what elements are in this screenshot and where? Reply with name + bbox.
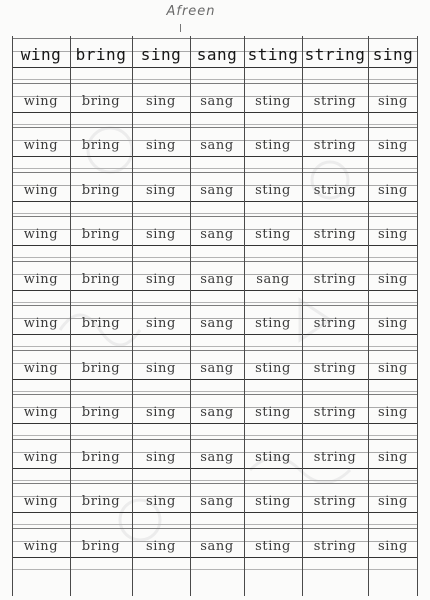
practice-word: sang	[200, 360, 234, 376]
practice-word: wing	[23, 138, 59, 153]
practice-word: sing	[378, 360, 408, 376]
ruled-line-top	[12, 172, 418, 173]
practice-word: bring	[81, 494, 121, 509]
model-word: bring	[75, 45, 127, 64]
practice-word: bring	[81, 93, 121, 109]
practice-word: bring	[81, 538, 121, 554]
practice-word: sting	[255, 93, 291, 109]
practice-word: bring	[81, 138, 121, 153]
author-mark	[180, 24, 181, 32]
practice-word: wing	[23, 405, 59, 420]
practice-word: sang	[256, 271, 290, 287]
practice-word: bring	[81, 316, 121, 331]
practice-word: sing	[146, 138, 176, 153]
ruled-line-top	[12, 38, 418, 39]
practice-row	[12, 437, 418, 481]
practice-row	[12, 526, 418, 570]
practice-word: string	[313, 138, 357, 153]
ruled-line-top	[12, 483, 418, 484]
practice-word: sang	[200, 93, 234, 109]
practice-word: bring	[81, 182, 121, 198]
practice-word: sang	[200, 138, 234, 153]
practice-word: sang	[200, 227, 234, 242]
practice-word: bring	[81, 449, 121, 465]
ruled-line-low	[12, 569, 418, 570]
column-divider	[417, 36, 418, 596]
practice-word: sing	[378, 182, 408, 198]
practice-word: sing	[378, 538, 408, 554]
practice-word: wing	[23, 271, 59, 287]
ruled-line-top	[12, 394, 418, 395]
practice-word: sting	[255, 227, 291, 242]
practice-word: sing	[146, 449, 176, 465]
practice-word: bring	[81, 360, 121, 376]
ruled-line-top	[12, 528, 418, 529]
practice-word: wing	[23, 494, 59, 509]
practice-word: sing	[378, 316, 408, 331]
practice-word: string	[313, 93, 357, 109]
practice-word: sting	[255, 138, 291, 153]
practice-word: wing	[23, 538, 59, 554]
practice-word: sing	[378, 93, 408, 109]
ruled-line-top	[12, 305, 418, 306]
practice-word: string	[313, 494, 357, 509]
practice-word: sing	[378, 271, 408, 287]
practice-word: sting	[255, 449, 291, 465]
practice-word: sting	[255, 494, 291, 509]
column-divider	[190, 36, 191, 596]
practice-word: sang	[200, 494, 234, 509]
column-divider	[368, 36, 369, 596]
practice-word: sing	[378, 227, 408, 242]
practice-word: sting	[255, 405, 291, 420]
practice-word: sang	[200, 182, 234, 198]
practice-word: sing	[146, 405, 176, 420]
practice-word: bring	[81, 227, 121, 242]
model-word: sing	[372, 45, 414, 64]
practice-word: string	[313, 182, 357, 198]
practice-word: bring	[81, 271, 121, 287]
practice-word: wing	[23, 316, 59, 331]
practice-word: sing	[146, 538, 176, 554]
model-word: string	[304, 45, 366, 64]
ruled-line-top	[12, 261, 418, 262]
model-word: sing	[140, 45, 182, 64]
ruled-line-top	[12, 439, 418, 440]
practice-row	[12, 170, 418, 214]
column-divider	[70, 36, 71, 596]
column-divider	[244, 36, 245, 596]
practice-word: sting	[255, 182, 291, 198]
practice-word: wing	[23, 182, 59, 198]
practice-word: sang	[200, 405, 234, 420]
practice-row	[12, 81, 418, 125]
column-divider	[132, 36, 133, 596]
practice-row	[12, 303, 418, 347]
practice-word: string	[313, 538, 357, 554]
author-name: Afreen	[166, 4, 216, 19]
model-word-row	[12, 36, 418, 80]
practice-word: wing	[23, 227, 59, 242]
practice-word: wing	[23, 93, 59, 109]
practice-word: sing	[146, 360, 176, 376]
column-divider	[12, 36, 13, 596]
practice-word: sting	[255, 360, 291, 376]
practice-word: sang	[200, 449, 234, 465]
practice-word: string	[313, 271, 357, 287]
model-word: sang	[196, 45, 238, 64]
practice-word: sang	[200, 271, 234, 287]
practice-word: sting	[255, 538, 291, 554]
ruled-line-top	[12, 83, 418, 84]
practice-row	[12, 348, 418, 392]
practice-row	[12, 214, 418, 258]
practice-row	[12, 481, 418, 525]
practice-word: sing	[146, 227, 176, 242]
practice-word: sing	[146, 271, 176, 287]
practice-word: string	[313, 316, 357, 331]
practice-word: sing	[378, 138, 408, 153]
practice-word: sing	[378, 405, 408, 420]
practice-word: string	[313, 360, 357, 376]
practice-word: sang	[200, 316, 234, 331]
ruled-line-top	[12, 216, 418, 217]
practice-grid	[12, 36, 418, 596]
practice-word: sing	[146, 316, 176, 331]
practice-word: sting	[255, 316, 291, 331]
practice-word: string	[313, 405, 357, 420]
practice-word: sing	[146, 93, 176, 109]
practice-word: sing	[146, 182, 176, 198]
column-divider	[302, 36, 303, 596]
practice-word: sing	[378, 494, 408, 509]
practice-word: sing	[146, 494, 176, 509]
practice-word: wing	[23, 360, 59, 376]
ruled-line-top	[12, 350, 418, 351]
model-word: sting	[247, 45, 299, 64]
practice-word: bring	[81, 405, 121, 420]
practice-row	[12, 259, 418, 303]
ruled-line-top	[12, 127, 418, 128]
practice-row	[12, 392, 418, 436]
practice-word: string	[313, 227, 357, 242]
practice-word: sing	[378, 449, 408, 465]
practice-row	[12, 125, 418, 169]
model-word: wing	[20, 45, 62, 64]
practice-word: sang	[200, 538, 234, 554]
practice-word: wing	[23, 449, 59, 465]
practice-word: string	[313, 449, 357, 465]
